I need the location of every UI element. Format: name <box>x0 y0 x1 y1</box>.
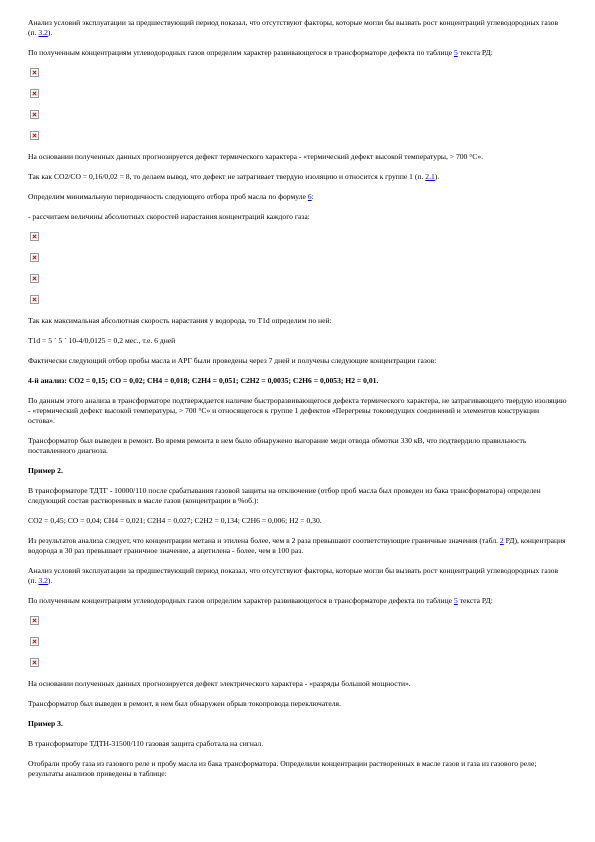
analysis-line: 4-й анализ: CO2 = 0,15; CO = 0,02; CH4 = 0,018; C2H4 = 0,051; C2H2 = 0,0035; C2H6 = 0,0053; H2 = 0,01. <box>28 376 379 385</box>
broken-image-icon <box>30 110 39 119</box>
paragraph: В трансформаторе ТДТН-31500/110 газовая защита сработала на сигнал. <box>28 739 264 748</box>
broken-image-icon <box>30 253 39 262</box>
broken-image-icon <box>30 68 39 77</box>
paragraph: Так как CO2/CO = 0,16/0,02 = 8, то делаем вывод, что дефект не затрагивает твердую изоляцию и относится к группе 1 (п. 2.1). <box>28 172 440 181</box>
example-heading: Пример 2. <box>28 466 63 475</box>
analysis-line: CO2 = 0,45; CO = 0,04; CH4 = 0,021; C2H4 = 0,027; C2H2 = 0,134; C2H6 = 0,006; H2 = 0,30. <box>28 516 322 525</box>
link-table-5[interactable]: 5 <box>453 48 458 57</box>
paragraph: Трансформатор был выведен в ремонт, в нем был обнаружен обрыв токопровода переключателя. <box>28 699 341 708</box>
paragraph: Анализ условий эксплуатации за предшествующий период показал, что отсутствуют факторы, которые могли бы вызвать рост концентраций углеводородных газов (п. 3.2). <box>28 566 559 585</box>
link-section-3-2[interactable]: 3.2 <box>38 576 48 585</box>
broken-image-icon <box>30 658 39 667</box>
paragraph: По данным этого анализа в трансформаторе подтверждается наличие быстроразвивающегося дефекта термического характера, не затрагивающего твердую изоляцию - «термический дефект высокой температуры, > 700 °С» и относящегося к группе 1 дефектов «Перегревы токоведущих соединений и элементов конструкции остова». <box>28 396 567 425</box>
paragraph: Фактически следующий отбор пробы масла и АРГ были проведены через 7 дней и получены следующие концентрации газов: <box>28 356 437 365</box>
paragraph: На основании полученных данных прогнозируется дефект электрического характера - «разряды большой мощности». <box>28 679 411 688</box>
link-section-3-2[interactable]: 3.2 <box>38 28 48 37</box>
link-formula-6[interactable]: 6 <box>307 192 312 201</box>
broken-image-icon <box>30 89 39 98</box>
paragraph: По полученным концентрациям углеводородных газов определим характер развивающегося в трансформаторе дефекта по таблице 5 текста РД: <box>28 48 493 57</box>
broken-image-icon <box>30 131 39 140</box>
paragraph: На основании полученных данных прогнозируется дефект термического характера - «термический дефект высокой температуры, > 700 °С». <box>28 152 484 161</box>
broken-image-icon <box>30 616 39 625</box>
paragraph: Анализ условий эксплуатации за предшествующий период показал, что отсутствуют факторы, которые могли бы вызвать рост концентраций углеводородных газов (п. 3.2). <box>28 18 559 37</box>
paragraph: Определим минимальную периодичность следующего отбора проб масла по формуле 6: <box>28 192 314 201</box>
example-heading: Пример 3. <box>28 719 63 728</box>
link-section-2-1[interactable]: 2.1 <box>425 172 435 181</box>
paragraph: Из результатов анализа следует, что концентрации метана и этилена более, чем в 2 раза превышают соответствующие граничные значения (табл. 2 РД), концентрация водорода в 30 раз превышает граничное значение, а ацетилена - более, чем в 100 раз. <box>28 536 566 555</box>
broken-image-icon <box>30 295 39 304</box>
paragraph: - рассчитаем величины абсолютных скоростей нарастания концентраций каждого газа: <box>28 212 310 221</box>
formula-line: T1d = 5 ´ 5 ´ 10-4/0,0125 = 0,2 мес., т.е. 6 дней <box>28 336 176 345</box>
link-table-2[interactable]: 2 <box>499 536 504 545</box>
broken-image-icon <box>30 637 39 646</box>
paragraph: Трансформатор был выведен в ремонт. Во время ремонта в нем было обнаружено выгорание меди отвода обмотки 330 кВ, что подтвердило правильность поставленного диагноза. <box>28 436 527 455</box>
link-table-5[interactable]: 5 <box>453 596 458 605</box>
broken-image-icon <box>30 274 39 283</box>
broken-image-icon <box>30 232 39 241</box>
paragraph: Так как максимальная абсолютная скорость нарастания у водорода, то T1d определим по ней: <box>28 316 332 325</box>
paragraph: По полученным концентрациям углеводородных газов определим характер развивающегося в трансформаторе дефекта по таблице 5 текста РД: <box>28 596 493 605</box>
paragraph: Отобрали пробу газа из газового реле и пробу масла из бака трансформатора. Определили концентрации растворенных в масле газов и газа из газового реле; результаты анализов приведены в таблице: <box>28 759 537 778</box>
paragraph: В трансформаторе ТДТГ - 10000/110 после срабатывания газовой защиты на отключение (отбор проб масла был проведен из бака трансформатора) определен следующий состав растворенных в масле газов (концентрации в %об.): <box>28 486 541 505</box>
